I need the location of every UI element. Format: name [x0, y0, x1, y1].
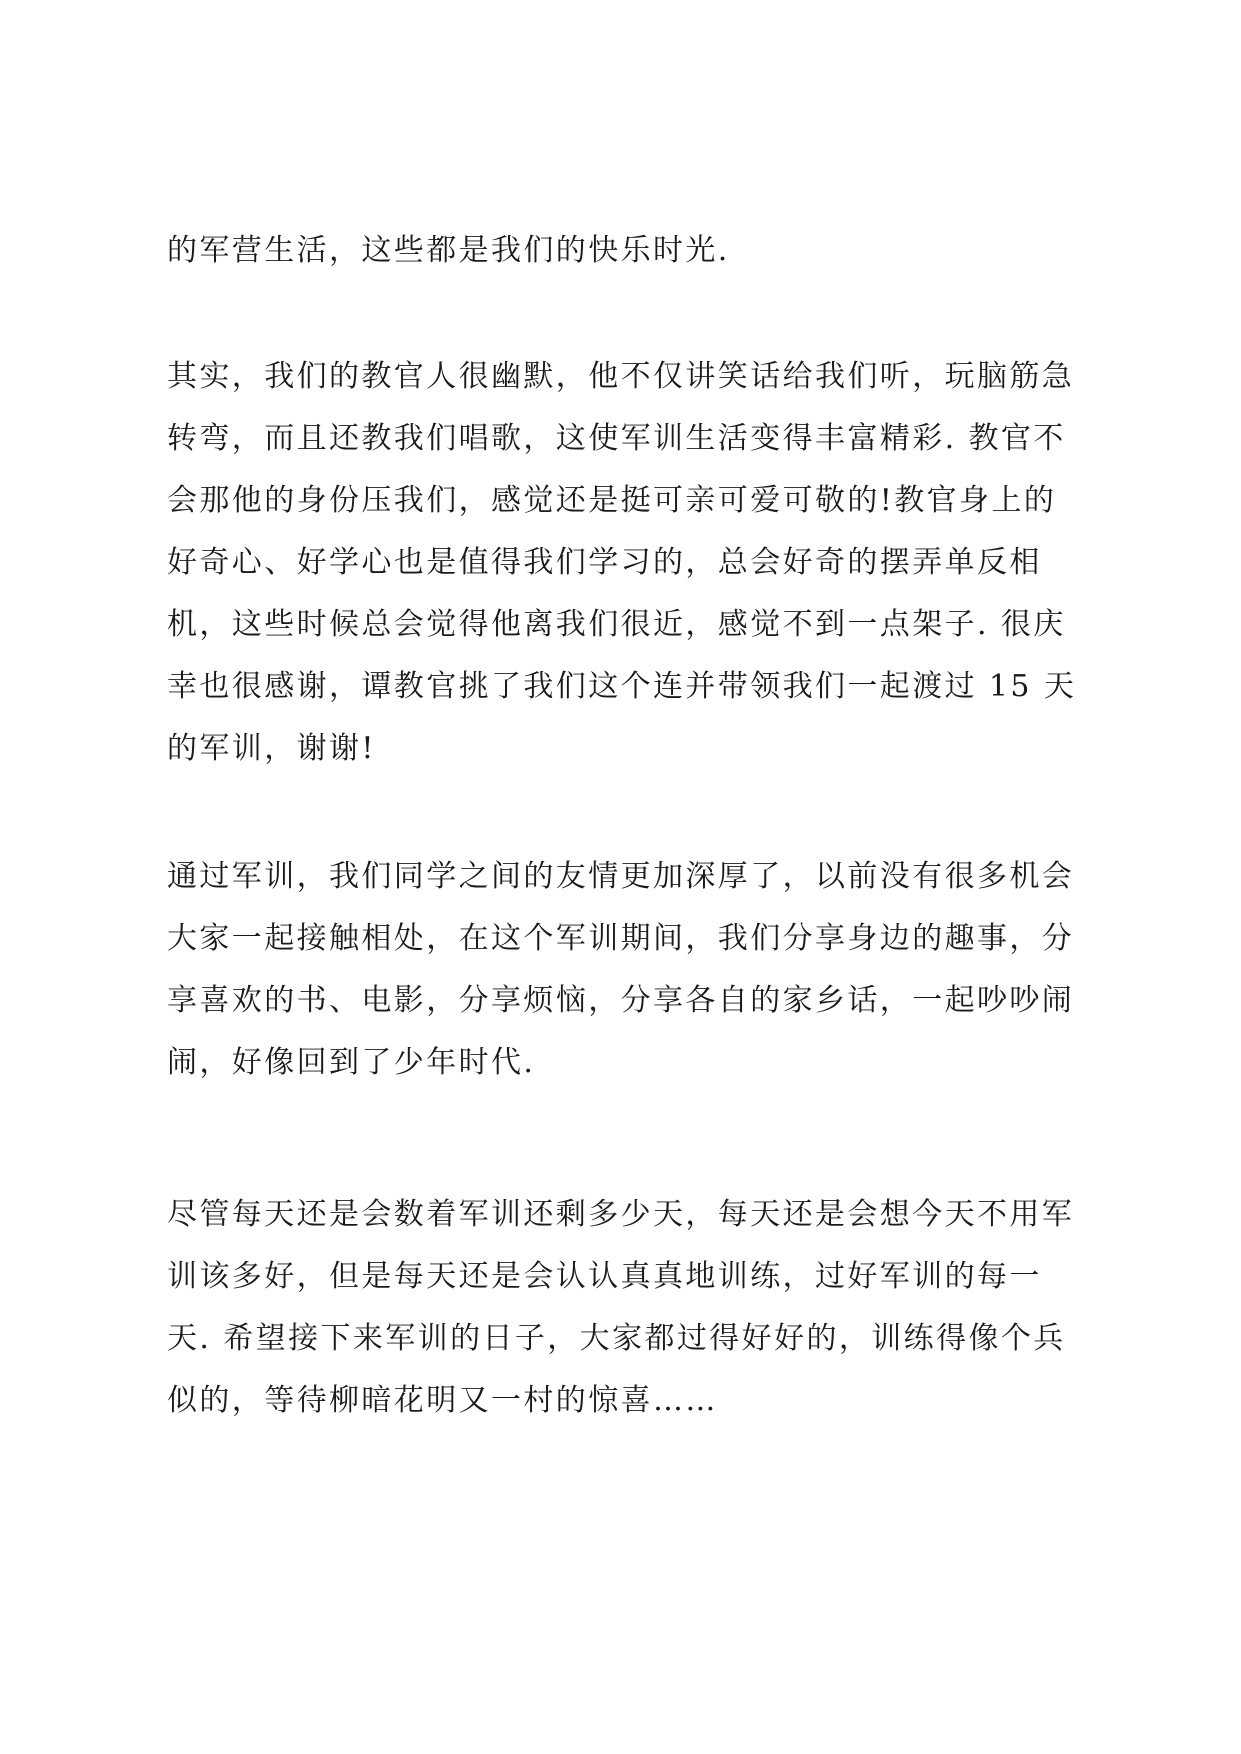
paragraph-line: 似的，等待柳暗花明又一村的惊喜…… — [167, 1383, 718, 1418]
paragraph-line: 的军训，谢谢! — [167, 731, 376, 766]
paragraph-4 — [167, 1184, 1087, 1432]
paragraph-line: 闹，好像回到了少年时代. — [167, 1045, 536, 1080]
paragraph-line: 享喜欢的书、电影，分享烦恼，分享各自的家乡话，一起吵吵闹 — [167, 983, 1075, 1018]
paragraph-line: 机，这些时候总会觉得他离我们很近，感觉不到一点架子. 很庆 — [167, 607, 1066, 642]
paragraph-line: 其实，我们的教官人很幽默，他不仅讲笑话给我们听，玩脑筋急 — [167, 359, 1075, 394]
paragraph-line: 训该多好，但是每天还是会认认真真地训练，过好军训的每一 — [167, 1259, 1042, 1294]
paragraph-3 — [167, 846, 1087, 1094]
paragraph-line: 好奇心、好学心也是值得我们学习的，总会好奇的摆弄单反相 — [167, 545, 1042, 580]
paragraph-2 — [167, 346, 1087, 780]
paragraph-line: 的军营生活，这些都是我们的快乐时光. — [167, 233, 730, 268]
paragraph-1 — [167, 220, 1087, 282]
paragraph-line: 会那他的身份压我们，感觉还是挺可亲可爱可敬的!教官身上的 — [167, 483, 1057, 518]
paragraph-line: 尽管每天还是会数着军训还剩多少天，每天还是会想今天不用军 — [167, 1197, 1075, 1232]
paragraph-line: 天. 希望接下来军训的日子，大家都过得好好的，训练得像个兵 — [167, 1321, 1066, 1356]
paragraph-line: 转弯，而且还教我们唱歌，这使军训生活变得丰富精彩. 教官不 — [167, 421, 1066, 456]
paragraph-line: 通过军训，我们同学之间的友情更加深厚了，以前没有很多机会 — [167, 859, 1075, 894]
paragraph-line: 幸也很感谢，谭教官挑了我们这个连并带领我们一起渡过 15 天 — [167, 669, 1077, 704]
paragraph-line: 大家一起接触相处，在这个军训期间，我们分享身边的趣事，分 — [167, 921, 1075, 956]
